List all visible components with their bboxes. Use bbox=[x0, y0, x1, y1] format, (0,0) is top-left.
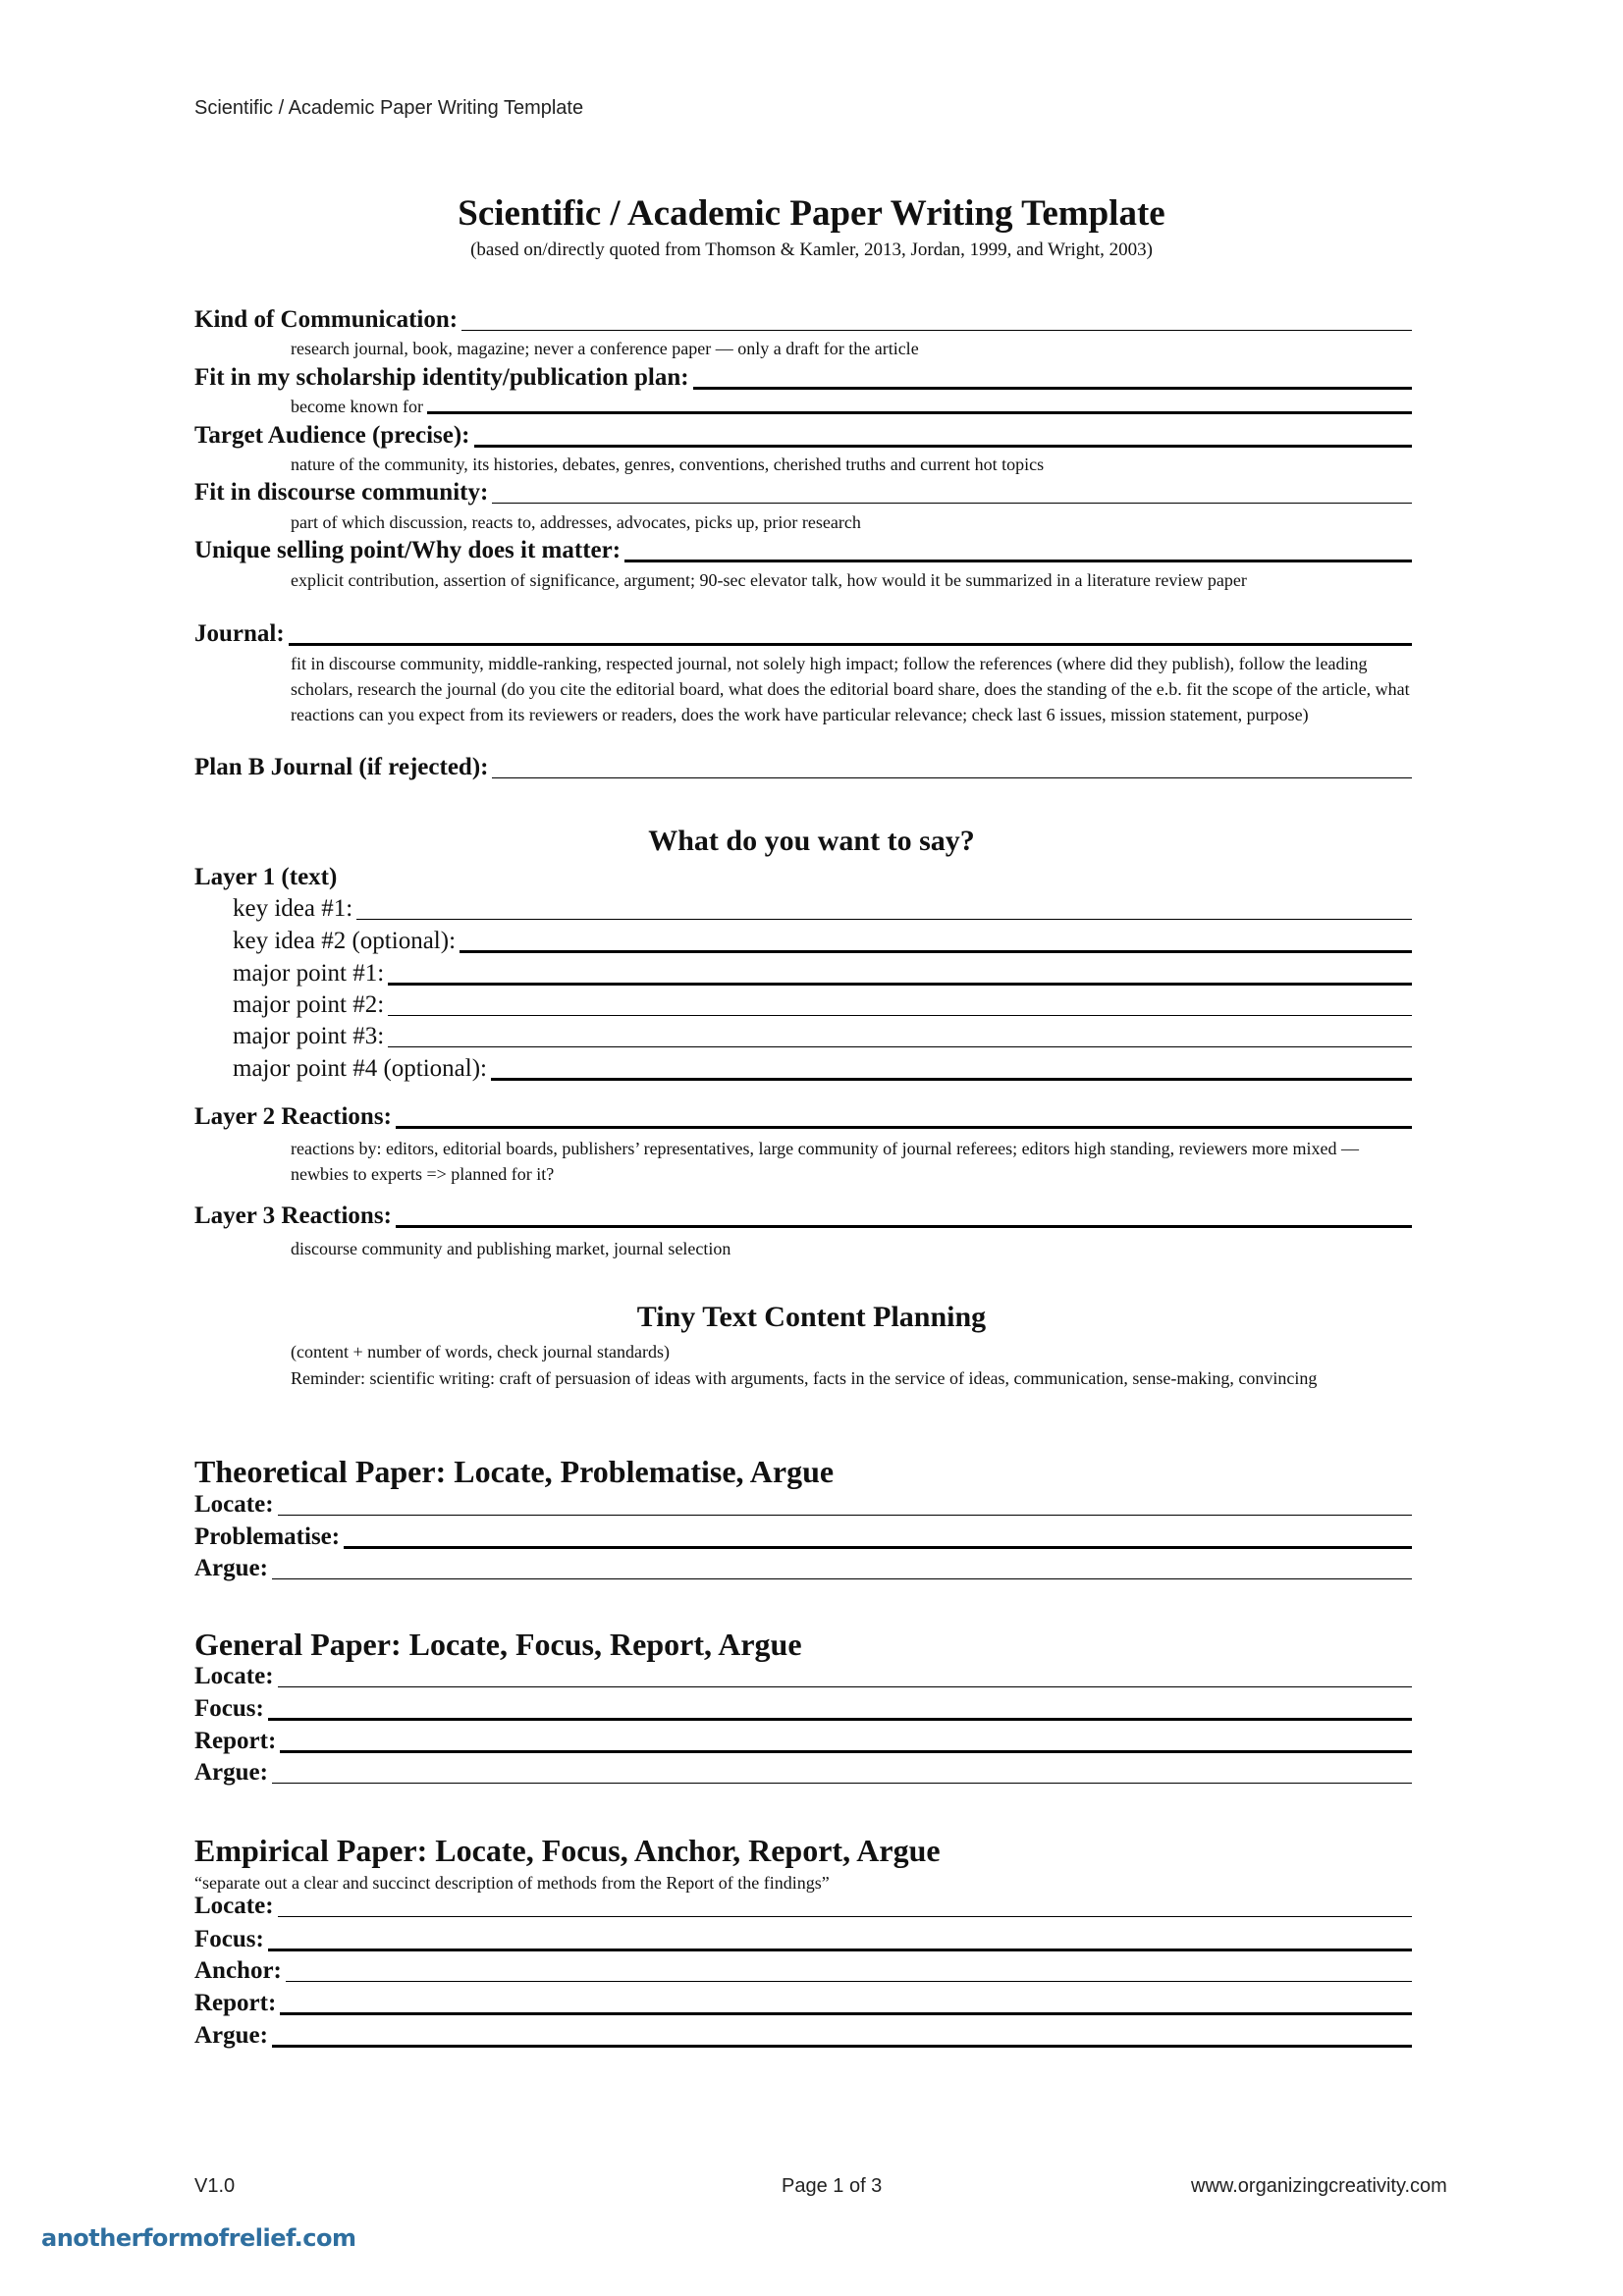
field-label: Focus: bbox=[194, 1695, 264, 1722]
field-kind-of-communication[interactable] bbox=[194, 302, 1412, 334]
answer-line[interactable] bbox=[388, 1046, 1412, 1047]
general-argue[interactable] bbox=[194, 1755, 1412, 1787]
field-plan-b-journal[interactable] bbox=[194, 750, 1412, 781]
theoretical-problematise[interactable] bbox=[194, 1520, 1412, 1551]
answer-line[interactable] bbox=[278, 1686, 1412, 1687]
theoretical-locate[interactable] bbox=[194, 1487, 1412, 1519]
answer-line[interactable] bbox=[388, 1015, 1412, 1016]
field-label: Layer 2 Reactions: bbox=[194, 1103, 392, 1130]
field-label: Report: bbox=[194, 1990, 277, 2016]
section-heading-tiny-text: Tiny Text Content Planning bbox=[636, 1301, 987, 1333]
field-label: major point #2: bbox=[233, 991, 385, 1018]
field-major-point-4[interactable] bbox=[233, 1051, 1412, 1083]
field-label: major point #3: bbox=[233, 1023, 385, 1049]
field-layer3-reactions[interactable] bbox=[194, 1199, 1412, 1230]
field-scholarship-fit[interactable] bbox=[194, 360, 1412, 392]
empirical-argue[interactable] bbox=[194, 2018, 1412, 2050]
field-hint: become known for bbox=[291, 397, 423, 416]
answer-line[interactable] bbox=[396, 1225, 1412, 1228]
field-label: Layer 3 Reactions: bbox=[194, 1202, 392, 1229]
field-label: Report: bbox=[194, 1728, 277, 1754]
field-label: key idea #1: bbox=[233, 895, 353, 922]
footer-page-number: Page 1 of 3 bbox=[782, 2175, 883, 2197]
field-unique-selling-point[interactable] bbox=[194, 533, 1412, 564]
field-hint: part of which discussion, reacts to, addresses, advocates, picks up, prior research bbox=[291, 512, 861, 532]
theoretical-argue[interactable] bbox=[194, 1551, 1412, 1582]
empirical-quote: “separate out a clear and succinct description of methods from the Report of the findings” bbox=[194, 1873, 830, 1893]
answer-line[interactable] bbox=[272, 1578, 1412, 1579]
answer-line[interactable] bbox=[693, 387, 1412, 390]
answer-line[interactable] bbox=[474, 445, 1412, 448]
answer-line[interactable] bbox=[286, 1981, 1412, 1982]
field-label: Locate: bbox=[194, 1491, 274, 1518]
field-major-point-3[interactable] bbox=[233, 1019, 1412, 1050]
field-label: Problematise: bbox=[194, 1523, 341, 1550]
field-label: Anchor: bbox=[194, 1957, 282, 1984]
field-label: Fit in discourse community: bbox=[194, 479, 489, 506]
field-hint: reactions by: editors, editorial boards, publishers’ representatives, large community of journal referees; editors high standing, reviewers more mixed — newbies to experts => planned for it? bbox=[291, 1139, 1360, 1184]
field-label: major point #1: bbox=[233, 960, 385, 987]
answer-line[interactable] bbox=[460, 950, 1412, 953]
empirical-anchor[interactable] bbox=[194, 1953, 1412, 1985]
answer-line[interactable] bbox=[388, 983, 1412, 986]
field-label: Target Audience (precise): bbox=[194, 422, 470, 449]
layer1-label: Layer 1 (text) bbox=[194, 864, 338, 890]
answer-line[interactable] bbox=[344, 1546, 1412, 1549]
general-paper-heading: General Paper: Locate, Focus, Report, Argue bbox=[194, 1627, 802, 1662]
general-locate[interactable] bbox=[194, 1659, 1412, 1690]
page-title: Scientific / Academic Paper Writing Template bbox=[458, 193, 1165, 234]
footer-url[interactable]: www.organizingcreativity.com bbox=[1191, 2175, 1447, 2197]
field-hint: research journal, book, magazine; never a conference paper — only a draft for the article bbox=[291, 339, 919, 358]
answer-line[interactable] bbox=[492, 503, 1412, 504]
field-hint: nature of the community, its histories, debates, genres, conventions, cherished truths and current hot topics bbox=[291, 454, 1045, 474]
field-hint: fit in discourse community, middle-ranking, respected journal, not solely high impact; follow the references (where did they publish), follow the leading scholars, research the journal (do you cite the editorial board, what does the editorial board share, does the standing of the e.b. fit the scope of the article, what reactions can you expect from its reviewers or readers, does the work have particular relevance; check last 6 issues, mission statement, purpose) bbox=[291, 654, 1410, 724]
theoretical-paper-heading: Theoretical Paper: Locate, Problematise, Argue bbox=[194, 1454, 835, 1489]
answer-line[interactable] bbox=[268, 1718, 1412, 1721]
answer-line[interactable] bbox=[491, 1078, 1412, 1081]
field-label: Locate: bbox=[194, 1893, 274, 1919]
tiny-text-reminder: Reminder: scientific writing: craft of persuasion of ideas with arguments, facts in the service of ideas, communication, sense-making, convincing bbox=[291, 1368, 1318, 1388]
tiny-text-note: (content + number of words, check journal standards) bbox=[291, 1342, 671, 1362]
empirical-locate[interactable] bbox=[194, 1889, 1412, 1920]
field-label: Kind of Communication: bbox=[194, 306, 459, 333]
field-major-point-1[interactable] bbox=[233, 956, 1412, 988]
field-label: Unique selling point/Why does it matter: bbox=[194, 537, 622, 563]
field-label: Argue: bbox=[194, 1759, 268, 1786]
field-label: Journal: bbox=[194, 620, 285, 647]
field-become-known-for[interactable] bbox=[291, 393, 1412, 416]
field-layer2-reactions[interactable] bbox=[194, 1099, 1412, 1131]
answer-line[interactable] bbox=[280, 2012, 1412, 2015]
page-subtitle: (based on/directly quoted from Thomson & Kamler, 2013, Jordan, 1999, and Wright, 2003) bbox=[470, 240, 1153, 260]
answer-line[interactable] bbox=[272, 2045, 1412, 2048]
empirical-paper-heading: Empirical Paper: Locate, Focus, Anchor, Report, Argue bbox=[194, 1833, 941, 1868]
empirical-report[interactable] bbox=[194, 1986, 1412, 2017]
answer-line[interactable] bbox=[278, 1515, 1412, 1516]
answer-line[interactable] bbox=[272, 1783, 1412, 1784]
empirical-focus[interactable] bbox=[194, 1922, 1412, 1953]
field-label: Plan B Journal (if rejected): bbox=[194, 754, 489, 780]
answer-line[interactable] bbox=[289, 643, 1412, 646]
answer-line[interactable] bbox=[278, 1916, 1412, 1917]
answer-line[interactable] bbox=[280, 1750, 1412, 1753]
answer-line[interactable] bbox=[268, 1949, 1412, 1951]
field-label: Argue: bbox=[194, 1555, 268, 1581]
field-hint: discourse community and publishing market, journal selection bbox=[291, 1239, 731, 1258]
field-target-audience[interactable] bbox=[194, 418, 1412, 450]
section-heading-what-to-say: What do you want to say? bbox=[648, 825, 975, 857]
watermark-link[interactable]: anotherformofrelief.com bbox=[41, 2224, 356, 2252]
answer-line[interactable] bbox=[356, 919, 1412, 920]
field-label: key idea #2 (optional): bbox=[233, 928, 457, 954]
answer-line[interactable] bbox=[461, 330, 1412, 331]
footer-version: V1.0 bbox=[194, 2175, 236, 2197]
answer-line[interactable] bbox=[396, 1126, 1412, 1129]
field-label: Locate: bbox=[194, 1663, 274, 1689]
field-key-idea-1[interactable] bbox=[233, 891, 1412, 923]
field-major-point-2[interactable] bbox=[233, 988, 1412, 1019]
field-label: Focus: bbox=[194, 1926, 264, 1952]
field-journal[interactable] bbox=[194, 616, 1412, 648]
field-discourse-community[interactable] bbox=[194, 475, 1412, 507]
field-hint: explicit contribution, assertion of significance, argument; 90-sec elevator talk, how would it be summarized in a literature review paper bbox=[291, 570, 1247, 590]
running-header: Scientific / Academic Paper Writing Template bbox=[194, 97, 584, 119]
field-label: Argue: bbox=[194, 2022, 268, 2049]
answer-line[interactable] bbox=[427, 411, 1412, 414]
general-report[interactable] bbox=[194, 1724, 1412, 1755]
general-focus[interactable] bbox=[194, 1691, 1412, 1723]
field-key-idea-2[interactable] bbox=[233, 924, 1412, 955]
answer-line[interactable] bbox=[492, 777, 1412, 778]
answer-line[interactable] bbox=[624, 560, 1412, 562]
field-label: Fit in my scholarship identity/publication plan: bbox=[194, 364, 689, 391]
field-label: major point #4 (optional): bbox=[233, 1055, 487, 1082]
